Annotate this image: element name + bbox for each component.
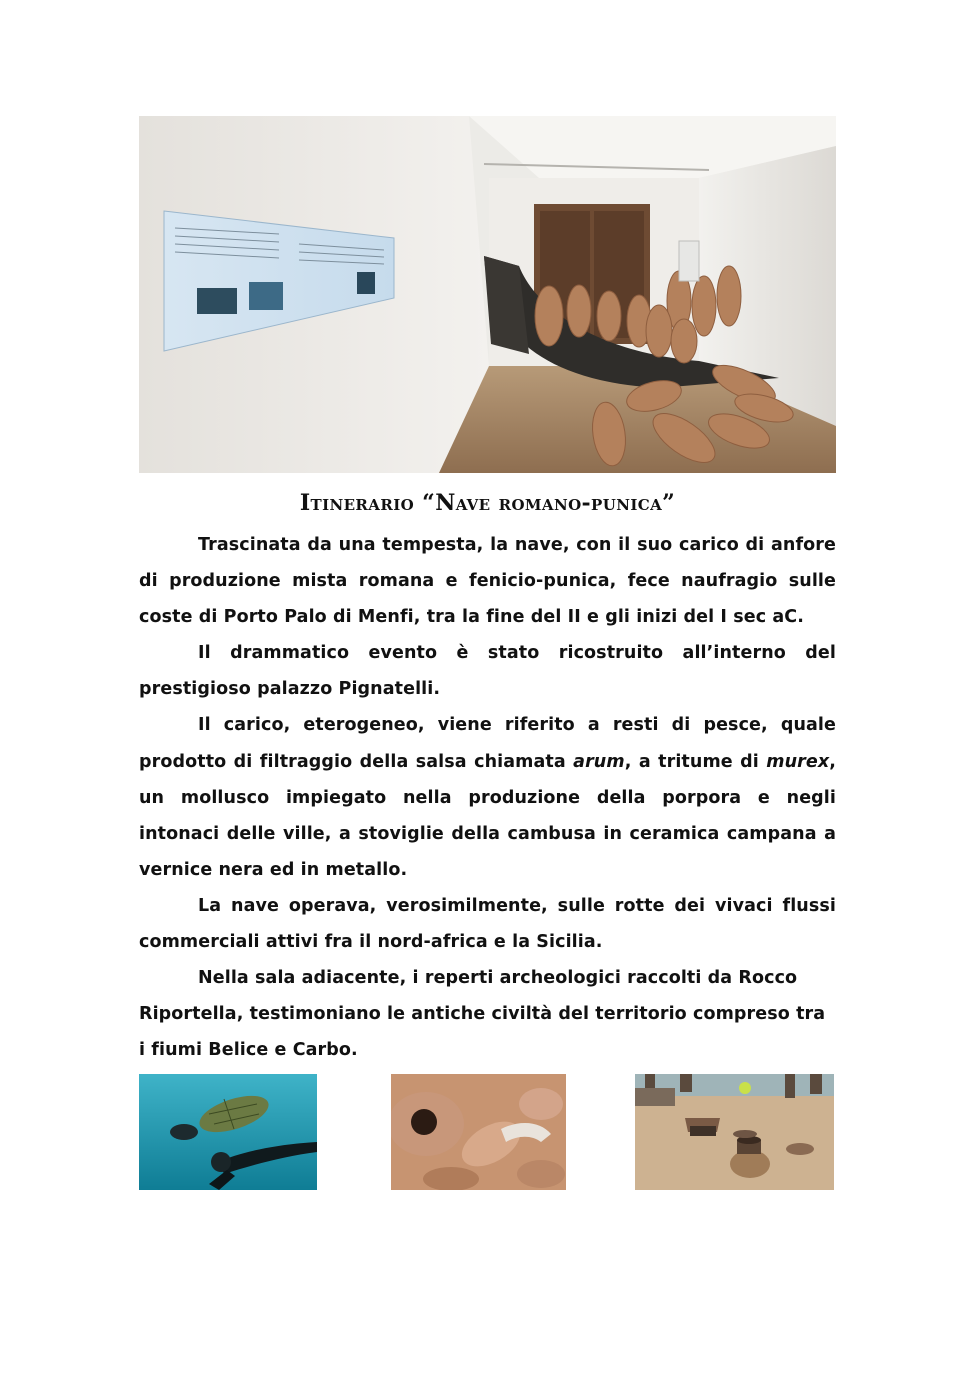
paragraph-3-part-3: , un mollusco impiegato nella produzione della porpora e negli intonaci delle ville, a stoviglie della cambusa in ceramica campana a vernice nera ed in metallo. xyxy=(139,751,836,880)
paragraph-3 xyxy=(139,707,836,887)
paragraph-4: La nave operava, verosimilmente, sulle rotte dei vivaci flussi commerciali attivi fra il nord-africa e la Sicilia. xyxy=(139,895,836,953)
paragraph-2: Il drammatico evento è stato ricostruito all’interno del prestigioso palazzo Pignatelli. xyxy=(139,643,836,700)
term-murex: murex xyxy=(766,751,830,772)
museum-room-ship-wreck-photo xyxy=(139,116,836,473)
thumbnail-amphorae xyxy=(391,1074,566,1190)
body-text xyxy=(139,527,836,1068)
amphorae-closeup-photo xyxy=(391,1074,566,1190)
beach-pottery-finds-photo xyxy=(635,1074,834,1190)
hero-photo xyxy=(139,116,836,473)
page-title: Itinerario “Nave romano-punica” xyxy=(299,490,676,516)
paragraph-5: Nella sala adiacente, i reperti archeologici raccolti da Rocco Riportella, testimoniano le antiche civiltà del territorio compreso tra i fiumi Belice e Carbo. xyxy=(139,968,826,1061)
paragraph-3-part-2: , a tritume di xyxy=(624,751,767,772)
thumbnail-beach-finds xyxy=(635,1074,834,1190)
paragraph-3-part-1: Il carico, eterogeneo, viene riferito a resti di pesce, quale prodotto di filtraggio della salsa chiamata xyxy=(139,715,836,772)
underwater-divers-amphora-photo xyxy=(139,1074,317,1190)
term-arum: arum xyxy=(573,751,625,772)
thumbnail-underwater xyxy=(139,1074,317,1190)
paragraph-1: Trascinata da una tempesta, la nave, con il suo carico di anfore di produzione mista romana e fenicio-punica, fece naufragio sulle coste di Porto Palo di Menfi, tra la fine del II e gli inizi del I sec aC. xyxy=(139,535,836,628)
